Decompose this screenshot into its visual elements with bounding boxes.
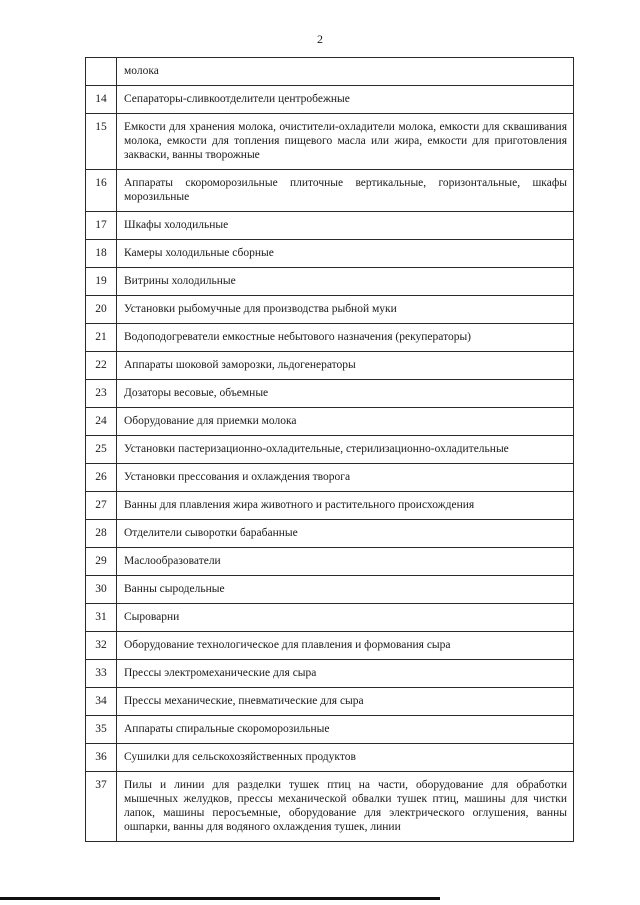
row-number: 28: [86, 520, 117, 548]
row-number: 14: [86, 86, 117, 114]
table-row: [86, 520, 574, 548]
table-body: [86, 58, 574, 842]
row-description: Оборудование технологическое для плавления и формования сыра: [124, 639, 451, 651]
row-description-cell: [117, 772, 574, 842]
row-description: Установки прессования и охлаждения творога: [124, 471, 351, 483]
row-description: Прессы механические, пневматические для сыра: [124, 695, 364, 707]
row-description-cell: [117, 86, 574, 114]
row-description-cell: [117, 688, 574, 716]
row-description-cell: [117, 240, 574, 268]
row-description: Сыроварни: [124, 611, 180, 623]
row-description: Шкафы холодильные: [124, 219, 229, 231]
table-row: [86, 436, 574, 464]
table-row: [86, 492, 574, 520]
table-row: [86, 688, 574, 716]
table-row: [86, 58, 574, 86]
row-description: Дозаторы весовые, объемные: [124, 387, 269, 399]
page-number: 2: [317, 32, 323, 46]
row-description: Пилы и линии для разделки тушек птиц на части, оборудование для обработки мышечных желудков, прессы механической обвалки тушек птиц, машины для чистки лапок, машины перосъемные, оборудование для электрического оглушения, ванны ошпарки, ванны для водяного охлаждения тушек, линии: [124, 779, 567, 833]
row-description-cell: [117, 380, 574, 408]
row-number: 33: [86, 660, 117, 688]
row-description: Аппараты скороморозильные плиточные вертикальные, горизонтальные, шкафы морозильные: [124, 177, 567, 203]
row-number: 26: [86, 464, 117, 492]
row-number: 34: [86, 688, 117, 716]
row-description-cell: [117, 296, 574, 324]
row-description-cell: [117, 464, 574, 492]
row-description: Водоподогреватели емкостные небытового назначения (рекуператоры): [124, 331, 472, 343]
row-description-cell: [117, 170, 574, 212]
table-row: [86, 464, 574, 492]
row-description-cell: [117, 548, 574, 576]
row-description-cell: [117, 268, 574, 296]
table-row: [86, 212, 574, 240]
row-number: 18: [86, 240, 117, 268]
row-description-cell: [117, 632, 574, 660]
row-description-cell: [117, 408, 574, 436]
row-number: 15: [86, 114, 117, 170]
row-description: Емкости для хранения молока, очистители-охладители молока, емкости для сквашивания молока, емкости для топления пищевого масла или жира, емкости для приготовления закваски, ванны творожные: [124, 121, 567, 161]
table-row: [86, 576, 574, 604]
row-number: 16: [86, 170, 117, 212]
table-row: [86, 744, 574, 772]
row-description: Прессы электромеханические для сыра: [124, 667, 317, 679]
table-row: [86, 408, 574, 436]
table-row: [86, 170, 574, 212]
row-description-cell: [117, 520, 574, 548]
row-number: 20: [86, 296, 117, 324]
table-row: [86, 604, 574, 632]
row-description-cell: [117, 58, 574, 86]
row-description-cell: [117, 114, 574, 170]
row-number: 30: [86, 576, 117, 604]
table-row: [86, 296, 574, 324]
table-row: [86, 772, 574, 842]
row-description: молока: [124, 65, 159, 77]
row-description-cell: [117, 492, 574, 520]
table-row: [86, 380, 574, 408]
row-number: 24: [86, 408, 117, 436]
row-number: 23: [86, 380, 117, 408]
row-number: 29: [86, 548, 117, 576]
row-description-cell: [117, 660, 574, 688]
table-row: [86, 660, 574, 688]
row-description: Установки рыбомучные для производства рыбной муки: [124, 303, 397, 315]
table-row: [86, 716, 574, 744]
table-row: [86, 86, 574, 114]
row-description: Ванны для плавления жира животного и растительного происхождения: [124, 499, 475, 511]
equipment-table: [85, 57, 574, 842]
table-row: [86, 268, 574, 296]
row-number: 21: [86, 324, 117, 352]
row-description: Ванны сыродельные: [124, 583, 225, 595]
row-description: Установки пастеризационно-охладительные, стерилизационно-охладительные: [124, 443, 509, 455]
row-description: Камеры холодильные сборные: [124, 247, 274, 259]
row-description-cell: [117, 352, 574, 380]
row-description: Сепараторы-сливкоотделители центробежные: [124, 93, 350, 105]
table-row: [86, 324, 574, 352]
row-description-cell: [117, 716, 574, 744]
row-number: 19: [86, 268, 117, 296]
row-number: 17: [86, 212, 117, 240]
row-number: 37: [86, 772, 117, 842]
row-number: 22: [86, 352, 117, 380]
row-number: 32: [86, 632, 117, 660]
table-row: [86, 114, 574, 170]
row-number: 35: [86, 716, 117, 744]
row-description: Аппараты спиральные скороморозильные: [124, 723, 330, 735]
table-row: [86, 240, 574, 268]
row-description: Витрины холодильные: [124, 275, 236, 287]
row-description-cell: [117, 604, 574, 632]
table-row: [86, 548, 574, 576]
row-description: Отделители сыворотки барабанные: [124, 527, 298, 539]
row-number: 31: [86, 604, 117, 632]
row-description-cell: [117, 212, 574, 240]
row-description-cell: [117, 324, 574, 352]
row-number: [86, 58, 117, 86]
row-description: Аппараты шоковой заморозки, льдогенераторы: [124, 359, 356, 371]
table-row: [86, 352, 574, 380]
row-description-cell: [117, 744, 574, 772]
table-row: [86, 632, 574, 660]
row-description-cell: [117, 576, 574, 604]
row-number: 36: [86, 744, 117, 772]
row-description: Оборудование для приемки молока: [124, 415, 297, 427]
row-number: 25: [86, 436, 117, 464]
row-description: Маслообразователи: [124, 555, 221, 567]
row-description-cell: [117, 436, 574, 464]
footer-rule: [0, 897, 440, 900]
row-number: 27: [86, 492, 117, 520]
row-description: Сушилки для сельскохозяйственных продуктов: [124, 751, 356, 763]
